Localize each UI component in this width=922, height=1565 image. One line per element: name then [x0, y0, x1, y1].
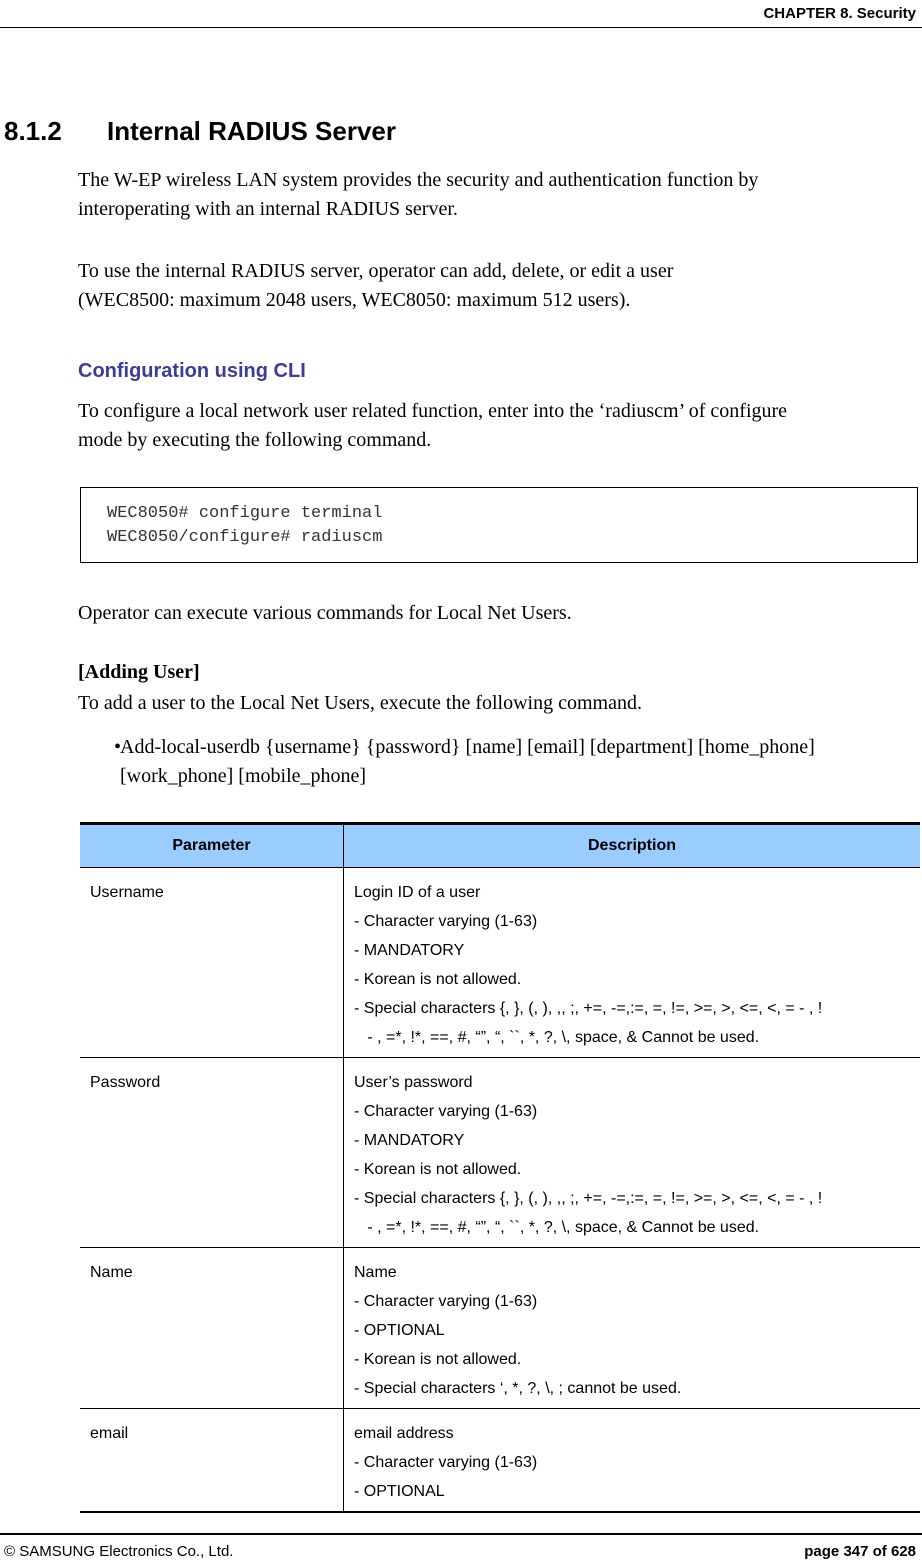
table-row — [80, 868, 920, 1058]
code-line: WEC8050# configure terminal — [107, 504, 383, 523]
header-parameter: Parameter — [80, 824, 344, 868]
usage-paragraph — [78, 257, 918, 315]
param-name: Name — [80, 1248, 344, 1409]
desc-line: Login ID of a user — [354, 884, 481, 901]
header-divider — [0, 27, 922, 28]
header-description: Description — [344, 824, 921, 868]
desc-line: Name — [354, 1264, 397, 1281]
adding-user-heading: [Adding User] — [78, 661, 200, 683]
code-block — [80, 487, 918, 563]
desc-line: - Special characters {, }, (, ), ,, ;, +=, -=,:=, =, !=, >=, >, <=, <, = - , ! — [354, 1190, 823, 1207]
param-description — [344, 1058, 921, 1248]
table-row — [80, 1248, 920, 1409]
desc-line: - Character varying (1-63) — [354, 1454, 538, 1471]
param-description — [344, 1409, 921, 1513]
param-description — [344, 868, 921, 1058]
desc-line: - MANDATORY — [354, 942, 465, 959]
adding-user-intro: To add a user to the Local Net Users, execute the following command. — [78, 692, 642, 714]
desc-line: - Special characters {, }, (, ), ,, ;, +=, -=,:=, =, !=, >=, >, <=, <, = - , ! — [354, 1000, 823, 1017]
parameter-table — [80, 822, 920, 1513]
param-name: Password — [80, 1058, 344, 1248]
bullet-icon: • — [114, 736, 122, 758]
paragraph-line: The W-EP wireless LAN system provides the security and authentication function by — [78, 169, 759, 191]
desc-line: - , =*, !*, ==, #, “”, “, ``, *, ?, \, space, & Cannot be used. — [354, 1029, 760, 1046]
param-name: email — [80, 1409, 344, 1513]
paragraph-line: mode by executing the following command. — [78, 429, 432, 451]
param-name: Username — [80, 868, 344, 1058]
desc-line: User’s password — [354, 1074, 473, 1091]
desc-line: - OPTIONAL — [354, 1322, 445, 1339]
desc-line: - Korean is not allowed. — [354, 1351, 522, 1368]
table-row — [80, 1409, 920, 1513]
command-line: Add-local-userdb {username} {password} [name] [email] [department] [home_phone] — [120, 736, 815, 758]
chapter-header: CHAPTER 8. Security — [763, 5, 916, 22]
config-heading: Configuration using CLI — [78, 360, 306, 382]
param-description — [344, 1248, 921, 1409]
footer-copyright: © SAMSUNG Electronics Co., Ltd. — [4, 1543, 234, 1560]
table-row — [80, 1058, 920, 1248]
section-title: Internal RADIUS Server — [107, 116, 396, 146]
desc-line: - MANDATORY — [354, 1132, 465, 1149]
desc-line: - , =*, !*, ==, #, “”, “, ``, *, ?, \, space, & Cannot be used. — [354, 1219, 760, 1236]
code-line: WEC8050/configure# radiuscm — [107, 528, 383, 547]
section-number: 8.1.2 — [4, 116, 62, 146]
footer-divider — [0, 1533, 922, 1535]
command-line: [work_phone] [mobile_phone] — [120, 765, 367, 787]
desc-line: - Korean is not allowed. — [354, 971, 522, 988]
intro-paragraph — [78, 166, 918, 224]
desc-line: - Character varying (1-63) — [354, 1103, 538, 1120]
operator-text: Operator can execute various commands for Local Net Users. — [78, 602, 572, 624]
desc-line: - Character varying (1-63) — [354, 1293, 538, 1310]
desc-line: - OPTIONAL — [354, 1483, 445, 1500]
paragraph-line: To use the internal RADIUS server, operator can add, delete, or edit a user — [78, 260, 674, 282]
paragraph-line: interoperating with an internal RADIUS server. — [78, 198, 458, 220]
paragraph-line: (WEC8500: maximum 2048 users, WEC8050: maximum 512 users). — [78, 289, 631, 311]
footer-page-number: page 347 of 628 — [804, 1543, 916, 1560]
desc-line: - Character varying (1-63) — [354, 913, 538, 930]
desc-line: email address — [354, 1425, 454, 1442]
config-intro — [78, 397, 918, 455]
command-text — [120, 733, 920, 791]
desc-line: - Special characters ‘, *, ?, \, ; cannot be used. — [354, 1380, 682, 1397]
section-heading — [4, 116, 396, 147]
table-header-row — [80, 824, 920, 868]
paragraph-line: To configure a local network user related function, enter into the ‘radiuscm’ of configure — [78, 400, 788, 422]
desc-line: - Korean is not allowed. — [354, 1161, 522, 1178]
